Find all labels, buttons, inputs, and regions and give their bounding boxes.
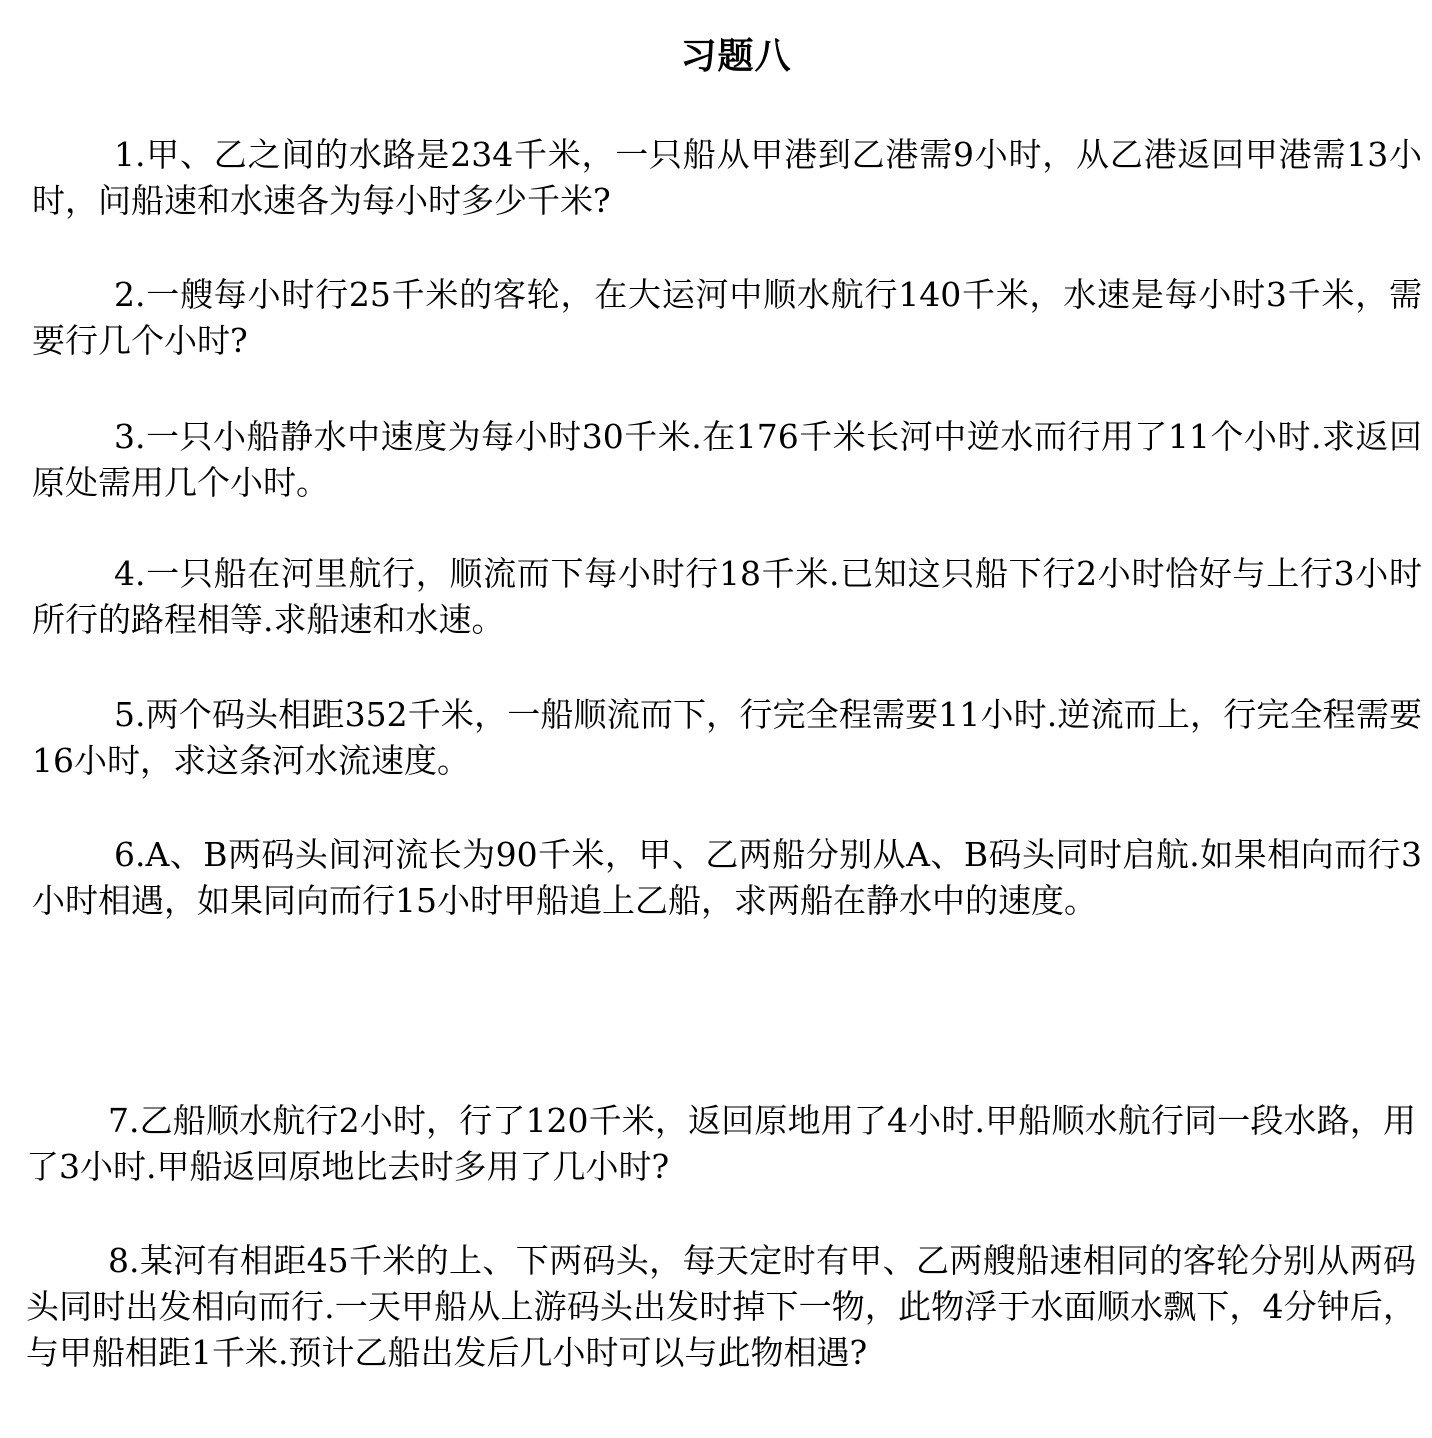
problem-1: 1.甲、乙之间的水路是234千米，一只船从甲港到乙港需9小时，从乙港返回甲港需13小时，问船速和水速各为每小时多少千米? (32, 135, 1422, 220)
problem-4: 4.一只船在河里航行，顺流而下每小时行18千米.已知这只船下行2小时恰好与上行3小时所行的路程相等.求船速和水速。 (32, 554, 1422, 639)
problem-7: 7.乙船顺水航行2小时，行了120千米，返回原地用了4小时.甲船顺水航行同一段水路，用了3小时.甲船返回原地比去时多用了几小时? (26, 1101, 1416, 1186)
problem-3: 3.一只小船静水中速度为每小时30千米.在176千米长河中逆水而行用了11个小时.求返回原处需用几个小时。 (32, 417, 1422, 502)
page-title: 习题八 (680, 36, 792, 77)
problem-8: 8.某河有相距45千米的上、下两码头，每天定时有甲、乙两艘船速相同的客轮分别从两码头同时出发相向而行.一天甲船从上游码头出发时掉下一物，此物浮于水面顺水飘下，4分钟后，与甲船相距1千米.预计乙船出发后几小时可以与此物相遇? (26, 1241, 1416, 1372)
problem-5: 5.两个码头相距352千米，一船顺流而下，行完全程需要11小时.逆流而上，行完全程需要16小时，求这条河水流速度。 (32, 695, 1422, 780)
problem-2: 2.一艘每小时行25千米的客轮，在大运河中顺水航行140千米，水速是每小时3千米，需要行几个小时? (32, 275, 1422, 360)
problem-6: 6.A、B两码头间河流长为90千米，甲、乙两船分别从A、B码头同时启航.如果相向而行3小时相遇，如果同向而行15小时甲船追上乙船，求两船在静水中的速度。 (32, 835, 1422, 920)
